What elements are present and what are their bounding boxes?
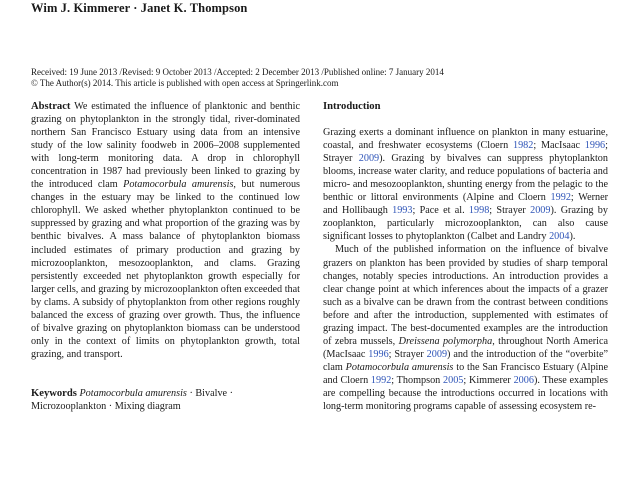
citation-link[interactable]: 1992 bbox=[370, 374, 392, 386]
left-column bbox=[31, 100, 300, 413]
species-name: Dreissena polymorpha bbox=[398, 335, 493, 347]
abstract-text-2: , but numerous changes in the estuary may be linked to the continued low chlorophyll. We asked whether phytoplankton continued to be suppressed by grazing and what proportion of the grazing was by benthic bivalves. A mass balance of phytoplankton biomass included estimates of primary production and grazing by microzooplankton, mesozooplankton, and clams. Grazing persistently exceeded net phytoplankton growth especially for larger cells, and grazing by microzooplankton often exceeded that by clams. A subsidy of phytoplankton from other regions roughly balanced the excess of grazing over growth. Thus, the influence of bivalve grazing on phytoplankton biomass can be understood only in the context of limits on phytoplankton growth, total grazing, and transport. bbox=[31, 179, 301, 360]
species-name: Potamocorbula amurensis bbox=[345, 361, 454, 373]
intro-paragraph-2 bbox=[323, 243, 608, 413]
citation-link[interactable]: 1993 bbox=[392, 205, 413, 217]
citation-link[interactable]: 2005 bbox=[443, 374, 464, 386]
abstract-heading: Abstract bbox=[31, 101, 71, 112]
abstract-paragraph bbox=[31, 100, 300, 361]
abstract-species: Potamocorbula amurensis bbox=[123, 179, 234, 191]
citation-link[interactable]: 2009 bbox=[358, 153, 380, 165]
text-run: ). Grazing by bivalves can suppress phytoplankton blooms, increase water clarity, and reduce populations of bacteria and micro- and mesozooplankton, shunting energy from the pelagic to the benthic or littoral environments (Alpine and Cloern bbox=[323, 153, 608, 204]
author-names: Wim J. Kimmerer · Janet K. Thompson bbox=[31, 1, 248, 15]
text-run: ) and the introduction of the “overbite” clam bbox=[323, 348, 608, 373]
text-run: ; Pace et al. bbox=[412, 205, 469, 217]
text-run: ; Werner and Hollibaugh bbox=[323, 192, 608, 217]
text-run: ; Thompson bbox=[391, 374, 444, 386]
citation-link[interactable]: 2009 bbox=[426, 348, 448, 360]
citation-link[interactable]: 1992 bbox=[550, 192, 571, 204]
keyword-species: Potamocorbula amurensis bbox=[79, 387, 187, 399]
keywords-heading: Keywords bbox=[31, 387, 77, 399]
right-column bbox=[323, 100, 608, 413]
abstract-text-1: We estimated the influence of planktonic and benthic grazing on phytoplankton in the strongly tidal, river-dominated northern San Francisco Estuary using data from an intensive study of the low salinity foodweb in 2006–2008 supplemented with long-term monitoring data. A drop in chlorophyll concentration in 1987 had previously been linked to grazing by the introduced clam bbox=[31, 101, 300, 191]
copyright-notice: © The Author(s) 2014. This article is published with open access at Springerlink.com bbox=[31, 78, 339, 88]
citation-link[interactable]: 1996 bbox=[584, 140, 606, 152]
text-run: ). bbox=[569, 231, 576, 243]
citation-link[interactable]: 2009 bbox=[530, 205, 551, 217]
citation-link[interactable]: 1998 bbox=[468, 205, 490, 217]
text-run: ; MacIsaac bbox=[533, 140, 585, 152]
text-run: ). Grazing by zooplankton, particularly microzooplankton, can also cause significant losses to phytoplankton (Calbet and Landry bbox=[323, 205, 608, 243]
citation-link[interactable]: 2006 bbox=[513, 374, 534, 386]
citation-link[interactable]: 2004 bbox=[549, 231, 570, 243]
citation-link[interactable]: 1996 bbox=[368, 348, 389, 360]
keywords-paragraph bbox=[31, 387, 300, 413]
article-history: Received: 19 June 2013 /Revised: 9 October 2013 /Accepted: 2 December 2013 /Published online: 7 January 2014 bbox=[31, 67, 444, 77]
text-run: ; Strayer bbox=[323, 140, 608, 165]
text-run: ; Strayer bbox=[388, 348, 427, 360]
text-run: ; Strayer bbox=[489, 205, 531, 217]
intro-paragraph-1 bbox=[323, 126, 608, 243]
text-run: Much of the published information on the influence of bivalve grazers on plankton has been provided by studies of sharp temporal changes, notably species introductions. An introduction provides a clear change point at which inferences about the impacts of a grazer such as a bivalve can be drawn from the contrast between conditions before and after the introduction, supplemented with estimates of grazing impact. The best-documented examples are the introduction of zebra mussels, bbox=[323, 244, 608, 347]
text-run: , throughout North America (MacIsaac bbox=[323, 335, 608, 360]
text-run: ). These examples are compelling because the introductions occurred in locations with long-term monitoring programs capable of assessing ecosystem re- bbox=[323, 374, 608, 413]
text-run: ; Kimmerer bbox=[463, 374, 514, 386]
citation-link[interactable]: 1982 bbox=[512, 140, 534, 152]
text-run: Grazing exerts a dominant influence on plankton in many estuarine, coastal, and freshwater ecosystems (Cloern bbox=[323, 127, 608, 152]
introduction-heading: Introduction bbox=[323, 101, 381, 112]
text-run: to the San Francisco Estuary (Alpine and Cloern bbox=[323, 361, 609, 386]
keywords-rest: · Bivalve · Microzooplankton · Mixing diagram bbox=[31, 387, 234, 412]
